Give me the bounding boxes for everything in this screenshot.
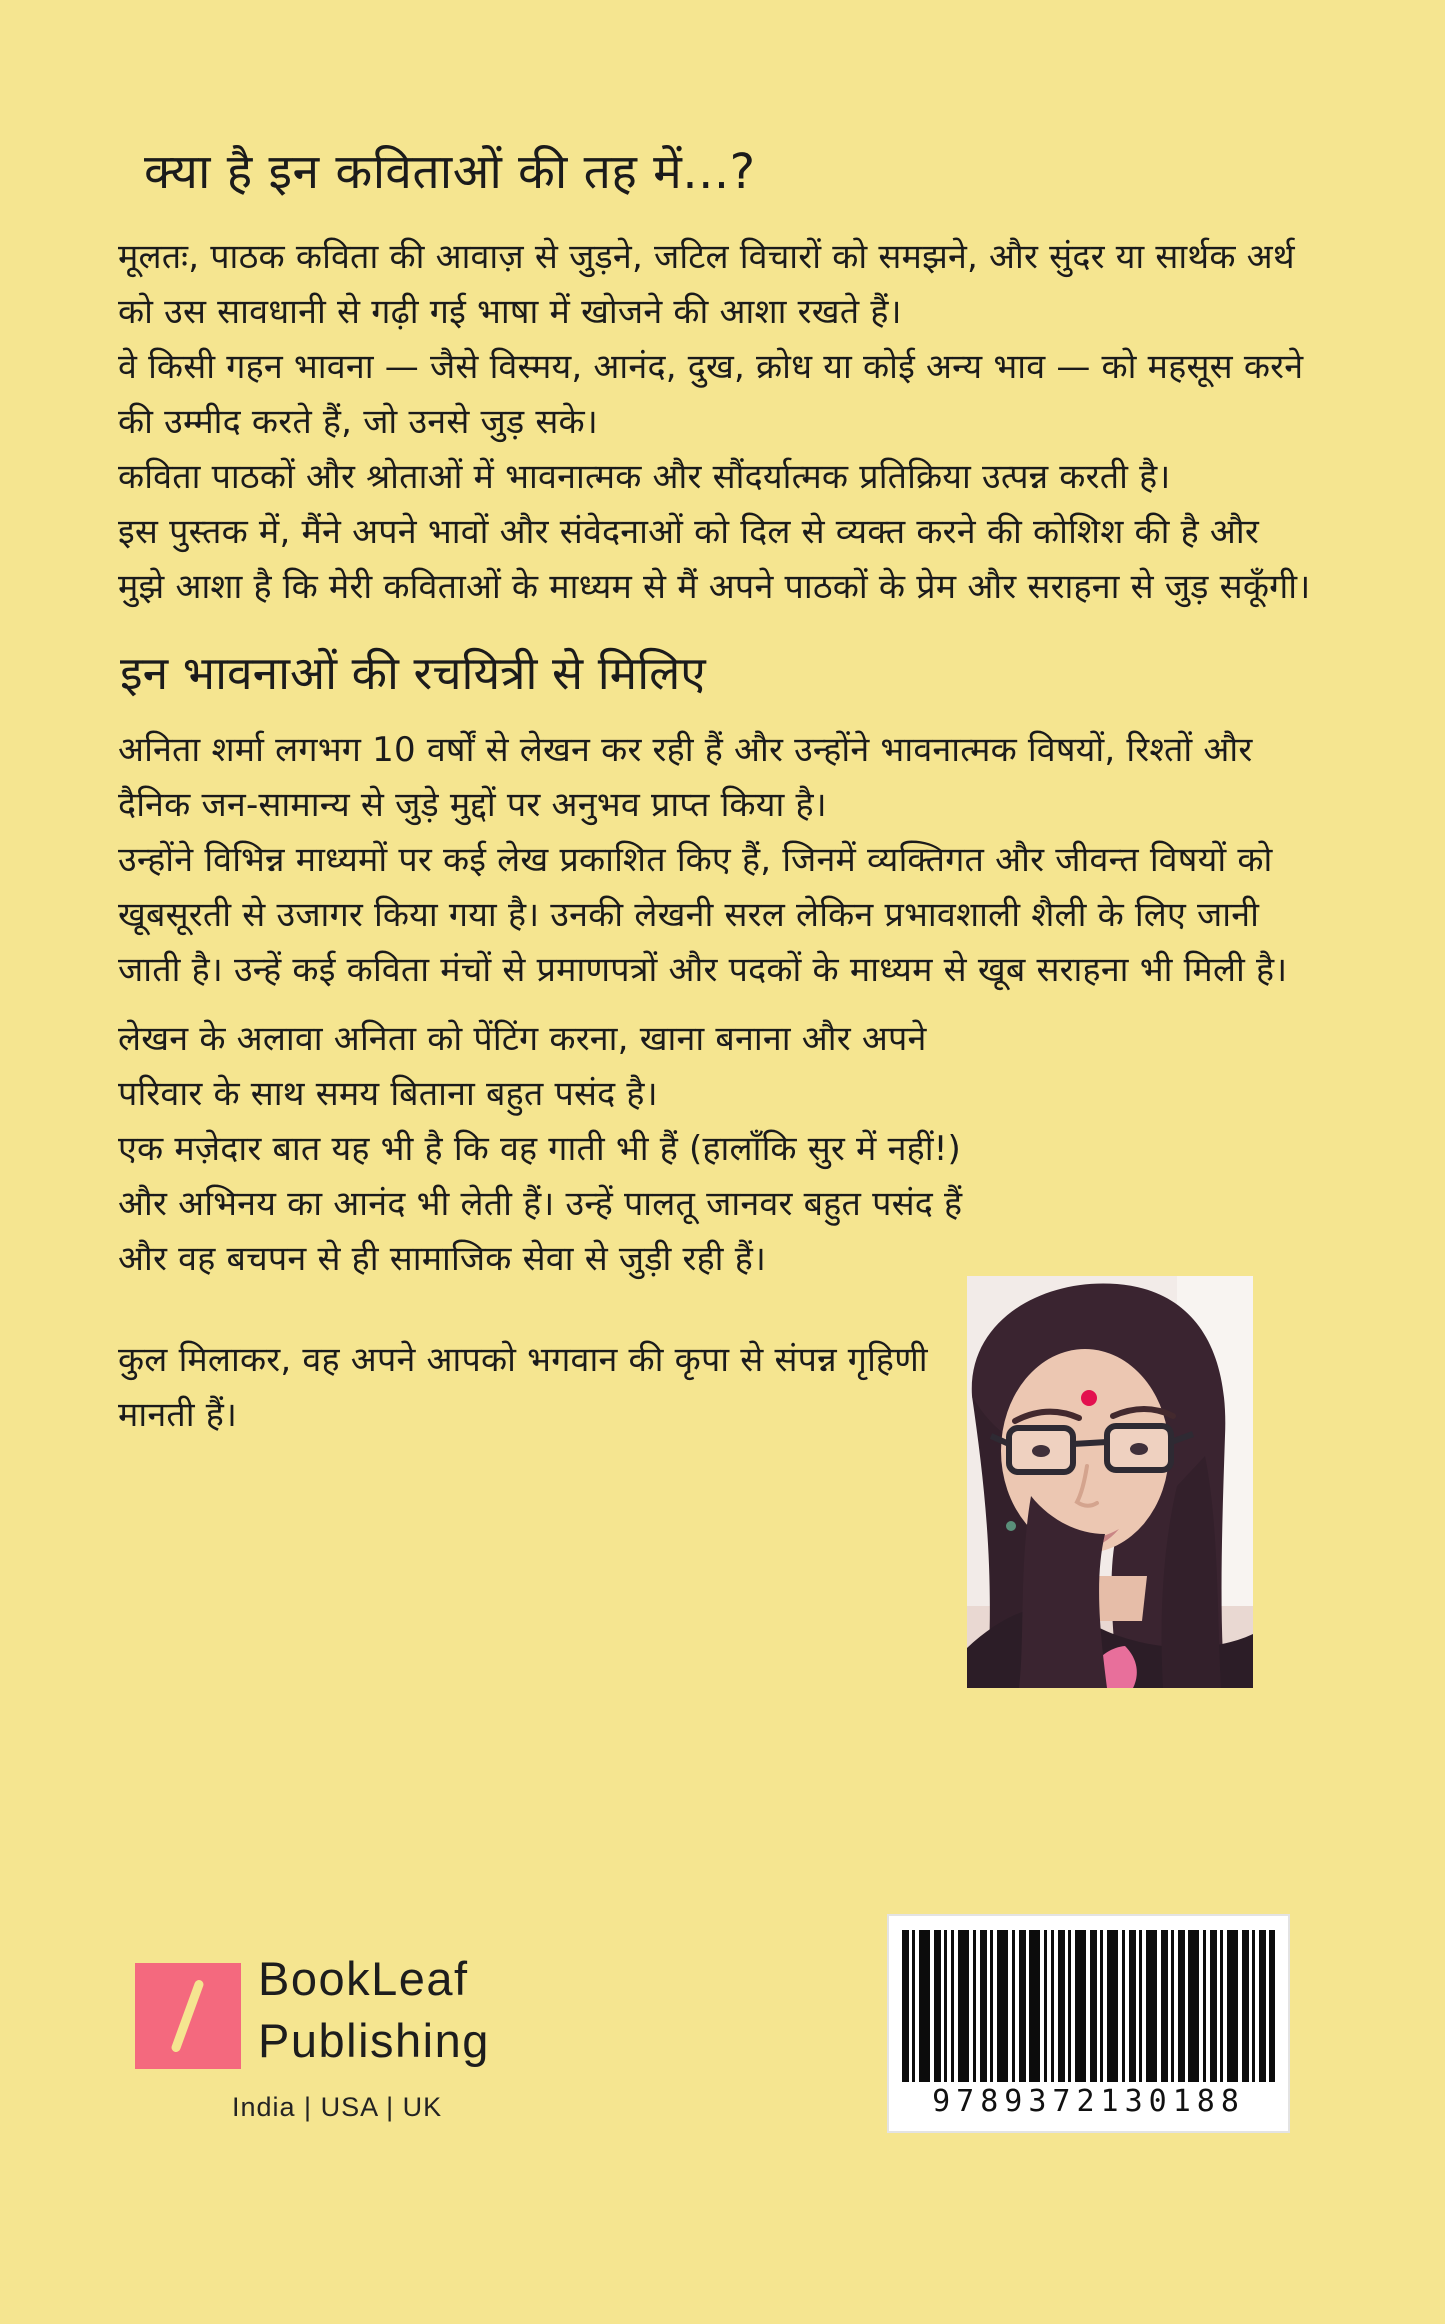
author-paragraph-4: एक मज़ेदार बात यह भी है कि वह गाती भी हैं (हालाँकि सुर में नहीं!) और अभिनय का आनंद भी लेती हैं। उन्हें पालतू जानवर बहुत पसंद हैं और वह बचपन से ही सामाजिक सेवा से जुड़ी रही हैं। [118, 1128, 963, 1279]
author-paragraph-5: कुल मिलाकर, वह अपने आपको भगवान की कृपा से संपन्न गृहिणी मानती हैं। [118, 1339, 928, 1435]
intro-paragraph-4: इस पुस्तक में, मैंने अपने भावों और संवेदनाओं को दिल से व्यक्त करने की कोशिश की है और मुझे आशा है कि मेरी कविताओं के माध्यम से मैं अपने पाठकों के प्रेम और सराहना से जुड़ सकूँगी। [118, 511, 1311, 607]
author-photo [967, 1276, 1253, 1688]
barcode-number: 9789372130188 [932, 2084, 1245, 2119]
earring [1006, 1521, 1016, 1531]
author-paragraph-3: लेखन के अलावा अनिता को पेंटिंग करना, खाना बनाना और अपने परिवार के साथ समय बिताना बहुत पसंद है। [118, 1018, 927, 1114]
author-heading: इन भावनाओं की रचयित्री से मिलिए [120, 645, 706, 700]
barcode [887, 1914, 1290, 2133]
eye-left [1032, 1445, 1050, 1457]
intro-heading: क्या है इन कविताओं की तह में...? [144, 144, 756, 200]
bookleaf-logo [135, 1963, 241, 2069]
eye-right [1130, 1443, 1148, 1455]
author-photo-illustration [967, 1276, 1253, 1688]
barcode-bars [902, 1930, 1275, 2082]
publisher-name-line2: Publishing [258, 2014, 490, 2067]
intro-paragraph-3: कविता पाठकों और श्रोताओं में भावनात्मक और सौंदर्यात्मक प्रतिक्रिया उत्पन्न करती है। [118, 456, 1171, 497]
intro-paragraph-1: मूलतः, पाठक कविता की आवाज़ से जुड़ने, जटिल विचारों को समझने, और सुंदर या सार्थक अर्थ को उस सावधानी से गढ़ी गई भाषा में खोजने की आशा रखते हैं। [118, 236, 1295, 332]
author-paragraph-2: उन्होंने विभिन्न माध्यमों पर कई लेख प्रकाशित किए हैं, जिनमें व्यक्तिगत और जीवन्त विषयों को खूबसूरती से उजागर किया गया है। उनकी लेखनी सरल लेकिन प्रभावशाली शैली के लिए जानी जाती है। उन्हें कई कविता मंचों से प्रमाणपत्रों और पदकों के माध्यम से खूब सराहना भी मिली है। [118, 839, 1288, 990]
publisher-name-line1: BookLeaf [258, 1952, 469, 2005]
bindi [1081, 1390, 1097, 1406]
cover-text-column [118, 138, 1316, 1443]
publisher-countries: India | USA | UK [232, 2092, 443, 2122]
intro-paragraph-2: वे किसी गहन भावना — जैसे विस्मय, आनंद, दुख, क्रोध या कोई अन्य भाव — को महसूस करने की उम्मीद करते हैं, जो उनसे जुड़ सके। [118, 346, 1304, 442]
publisher-name [258, 1948, 490, 2072]
author-paragraph-1: अनिता शर्मा लगभग 10 वर्षों से लेखन कर रही हैं और उन्होंने भावनात्मक विषयों, रिश्तों और दैनिक जन-सामान्य से जुड़े मुद्दों पर अनुभव प्राप्त किया है। [118, 729, 1253, 825]
